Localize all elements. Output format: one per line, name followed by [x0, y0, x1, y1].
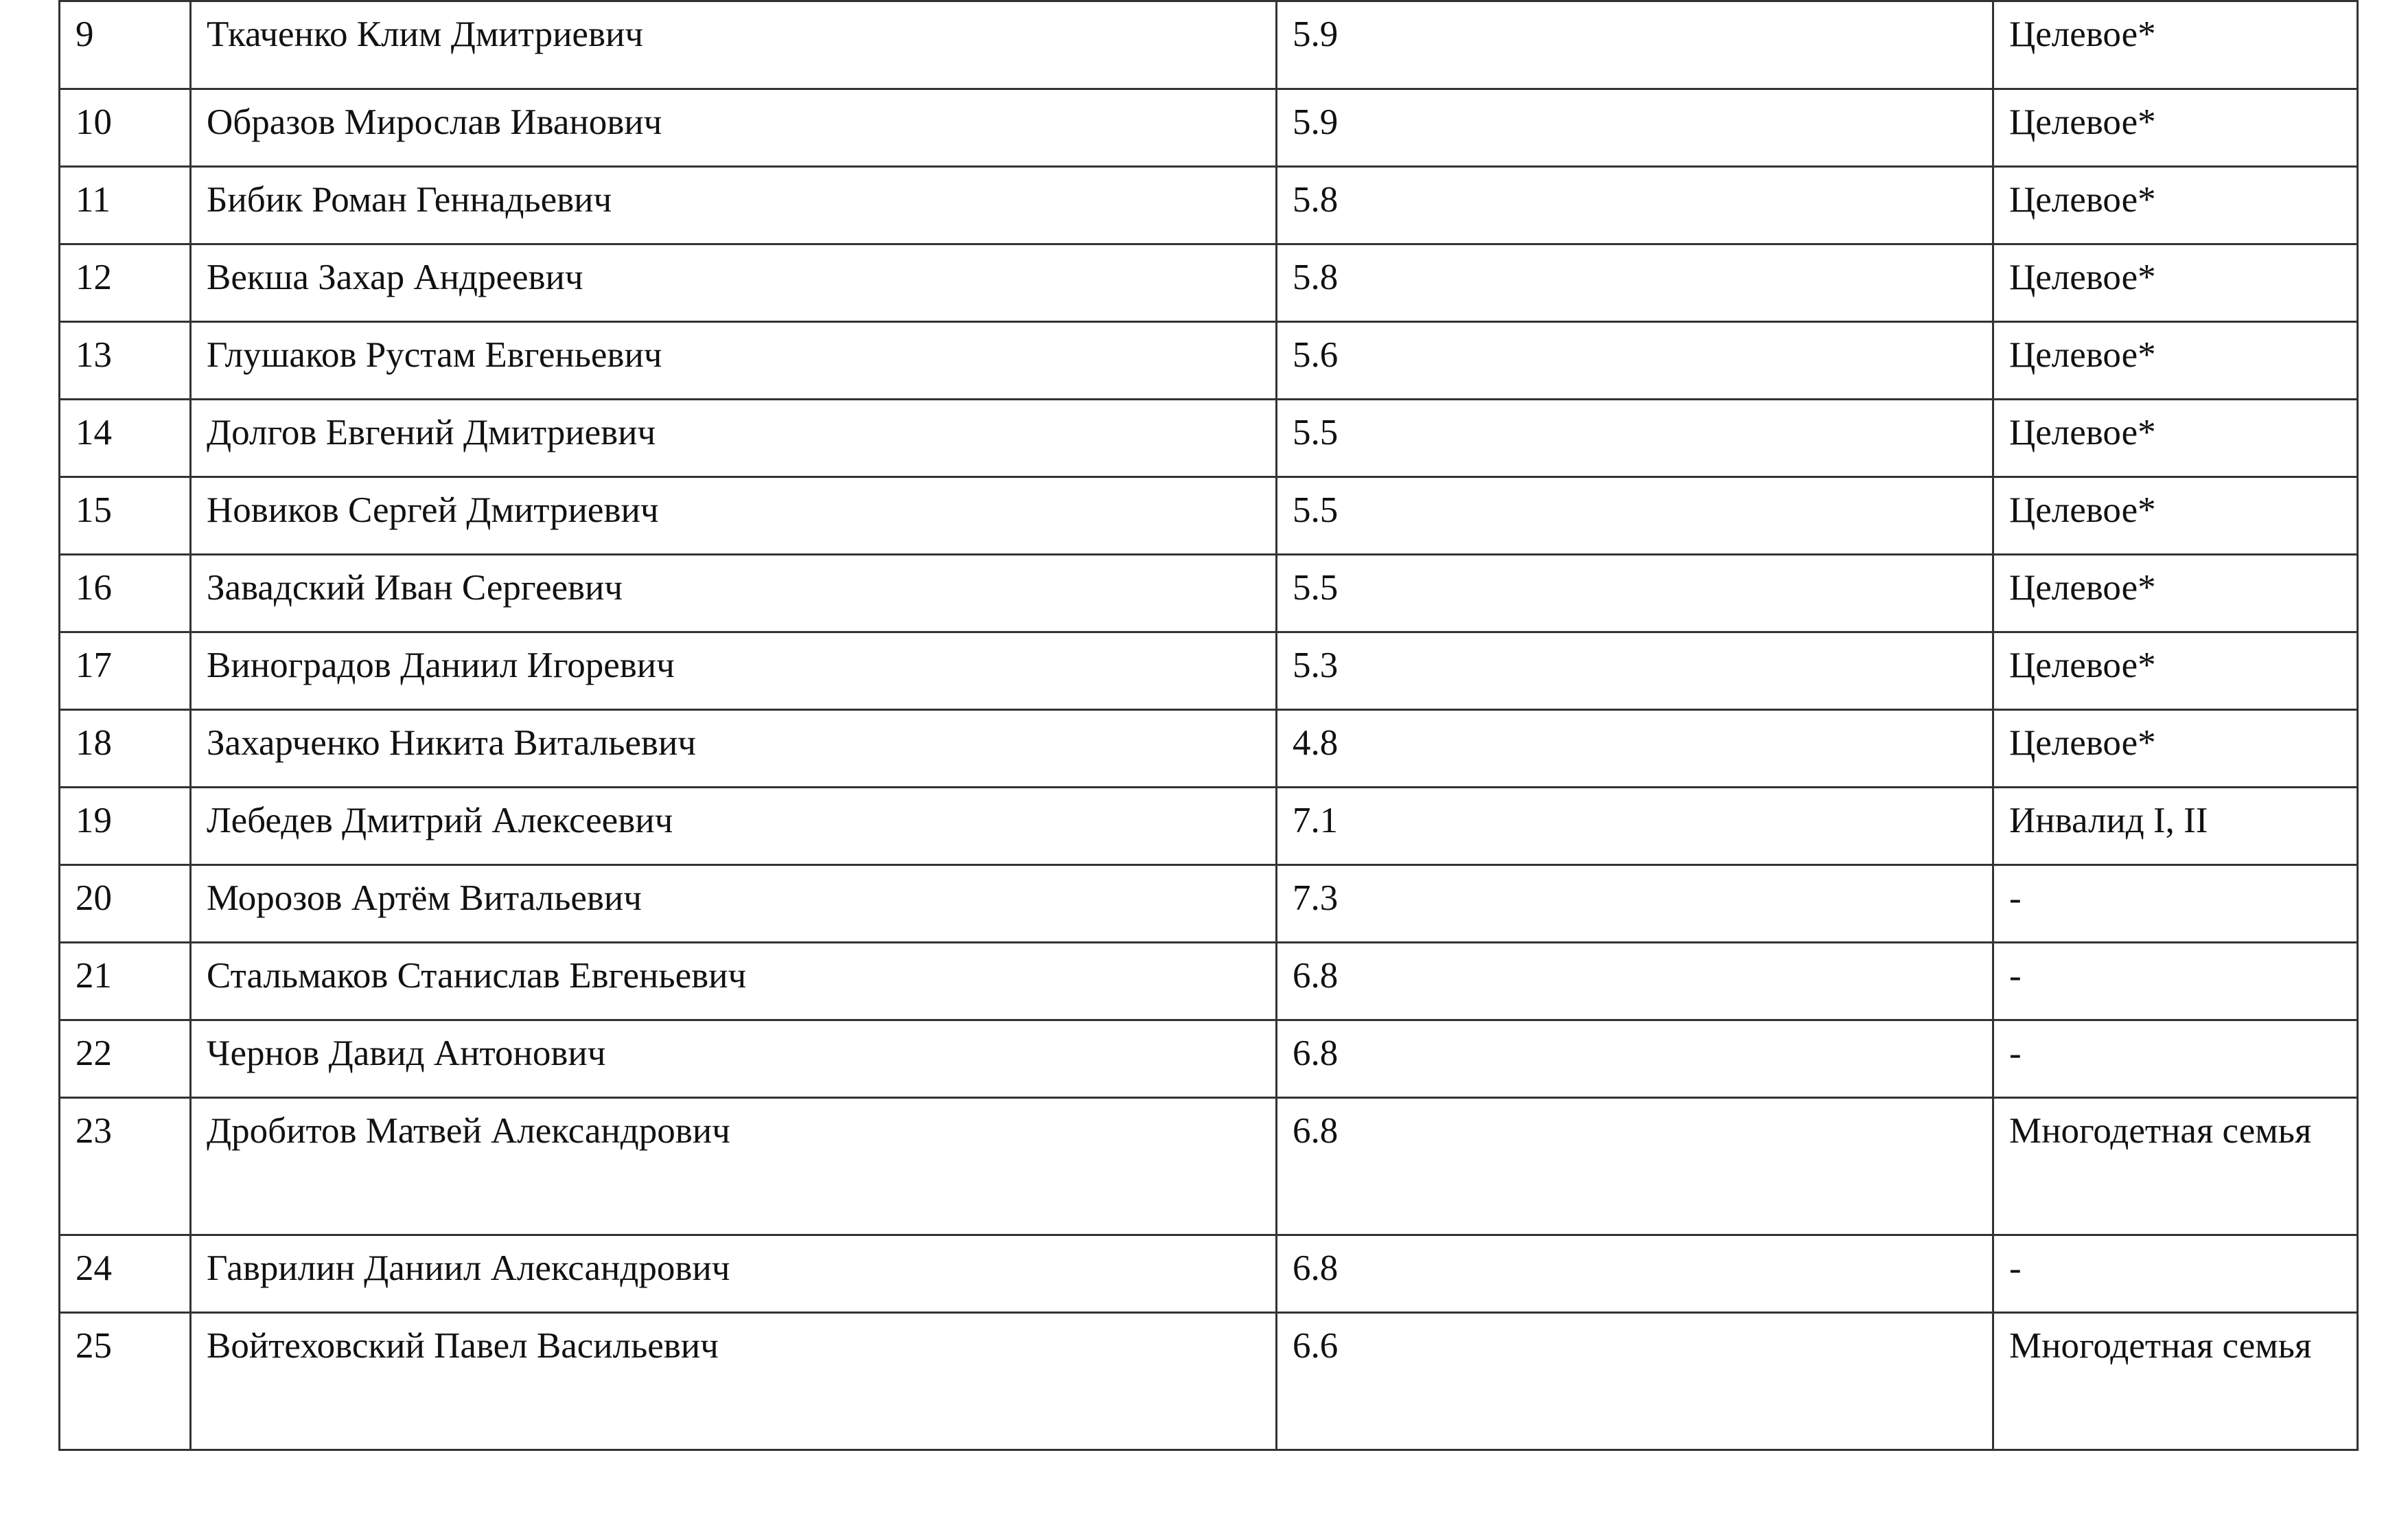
applicant-name: Дробитов Матвей Александрович	[191, 1098, 1277, 1235]
applicant-name: Ткаченко Клим Дмитриевич	[191, 1, 1277, 89]
applicant-category: Многодетная семья	[1993, 1313, 2358, 1450]
applicant-score: 6.8	[1277, 1020, 1993, 1098]
applicant-category: Целевое*	[1993, 555, 2358, 632]
applicant-score: 4.8	[1277, 710, 1993, 788]
table-row	[60, 167, 2358, 244]
applicant-score: 6.8	[1277, 1098, 1993, 1235]
applicant-name: Захарченко Никита Витальевич	[191, 710, 1277, 788]
applicant-name: Стальмаков Станислав Евгеньевич	[191, 943, 1277, 1020]
row-number: 22	[60, 1020, 191, 1098]
table-row	[60, 865, 2358, 943]
applicant-score: 5.9	[1277, 89, 1993, 167]
applicants-table	[58, 0, 2359, 1451]
table-row	[60, 1020, 2358, 1098]
table-row	[60, 555, 2358, 632]
row-number: 9	[60, 1, 191, 89]
applicant-category: Целевое*	[1993, 632, 2358, 710]
applicant-score: 7.1	[1277, 788, 1993, 865]
applicants-table-body	[60, 1, 2358, 1450]
row-number: 17	[60, 632, 191, 710]
applicant-score: 5.6	[1277, 322, 1993, 400]
applicant-category: -	[1993, 943, 2358, 1020]
applicant-name: Виноградов Даниил Игоревич	[191, 632, 1277, 710]
table-row	[60, 710, 2358, 788]
table-row	[60, 943, 2358, 1020]
applicant-category: Целевое*	[1993, 400, 2358, 477]
applicant-score: 5.3	[1277, 632, 1993, 710]
row-number: 23	[60, 1098, 191, 1235]
table-row	[60, 788, 2358, 865]
applicant-category: Целевое*	[1993, 167, 2358, 244]
table-row	[60, 1313, 2358, 1450]
row-number: 12	[60, 244, 191, 322]
applicant-category: Целевое*	[1993, 89, 2358, 167]
table-row	[60, 244, 2358, 322]
applicant-category: Целевое*	[1993, 322, 2358, 400]
applicant-category: Целевое*	[1993, 477, 2358, 555]
applicant-score: 6.8	[1277, 943, 1993, 1020]
applicant-category: Целевое*	[1993, 1, 2358, 89]
applicant-name: Чернов Давид Антонович	[191, 1020, 1277, 1098]
row-number: 13	[60, 322, 191, 400]
applicant-name: Бибик Роман Геннадьевич	[191, 167, 1277, 244]
applicant-category: Целевое*	[1993, 710, 2358, 788]
applicant-score: 5.8	[1277, 244, 1993, 322]
applicant-category: Инвалид I, II	[1993, 788, 2358, 865]
applicant-category: -	[1993, 1235, 2358, 1313]
table-row	[60, 89, 2358, 167]
applicant-name: Глушаков Рустам Евгеньевич	[191, 322, 1277, 400]
applicant-name: Новиков Сергей Дмитриевич	[191, 477, 1277, 555]
row-number: 19	[60, 788, 191, 865]
table-row	[60, 322, 2358, 400]
applicant-score: 5.5	[1277, 400, 1993, 477]
row-number: 18	[60, 710, 191, 788]
applicant-score: 7.3	[1277, 865, 1993, 943]
table-row	[60, 477, 2358, 555]
applicant-category: -	[1993, 1020, 2358, 1098]
row-number: 15	[60, 477, 191, 555]
row-number: 16	[60, 555, 191, 632]
applicant-category: Целевое*	[1993, 244, 2358, 322]
applicant-name: Лебедев Дмитрий Алексеевич	[191, 788, 1277, 865]
row-number: 14	[60, 400, 191, 477]
applicant-name: Войтеховский Павел Васильевич	[191, 1313, 1277, 1450]
applicant-category: Многодетная семья	[1993, 1098, 2358, 1235]
table-row	[60, 1235, 2358, 1313]
applicant-score: 6.6	[1277, 1313, 1993, 1450]
row-number: 20	[60, 865, 191, 943]
row-number: 24	[60, 1235, 191, 1313]
applicant-name: Долгов Евгений Дмитриевич	[191, 400, 1277, 477]
applicant-score: 5.9	[1277, 1, 1993, 89]
row-number: 11	[60, 167, 191, 244]
applicant-score: 5.8	[1277, 167, 1993, 244]
row-number: 21	[60, 943, 191, 1020]
row-number: 10	[60, 89, 191, 167]
applicant-score: 5.5	[1277, 477, 1993, 555]
applicant-score: 5.5	[1277, 555, 1993, 632]
applicant-name: Гаврилин Даниил Александрович	[191, 1235, 1277, 1313]
applicant-score: 6.8	[1277, 1235, 1993, 1313]
applicant-name: Векша Захар Андреевич	[191, 244, 1277, 322]
applicant-name: Морозов Артём Витальевич	[191, 865, 1277, 943]
table-row	[60, 400, 2358, 477]
applicant-category: -	[1993, 865, 2358, 943]
applicant-name: Завадский Иван Сергеевич	[191, 555, 1277, 632]
applicant-name: Образов Мирослав Иванович	[191, 89, 1277, 167]
table-row	[60, 1098, 2358, 1235]
table-row	[60, 632, 2358, 710]
table-row	[60, 1, 2358, 89]
row-number: 25	[60, 1313, 191, 1450]
